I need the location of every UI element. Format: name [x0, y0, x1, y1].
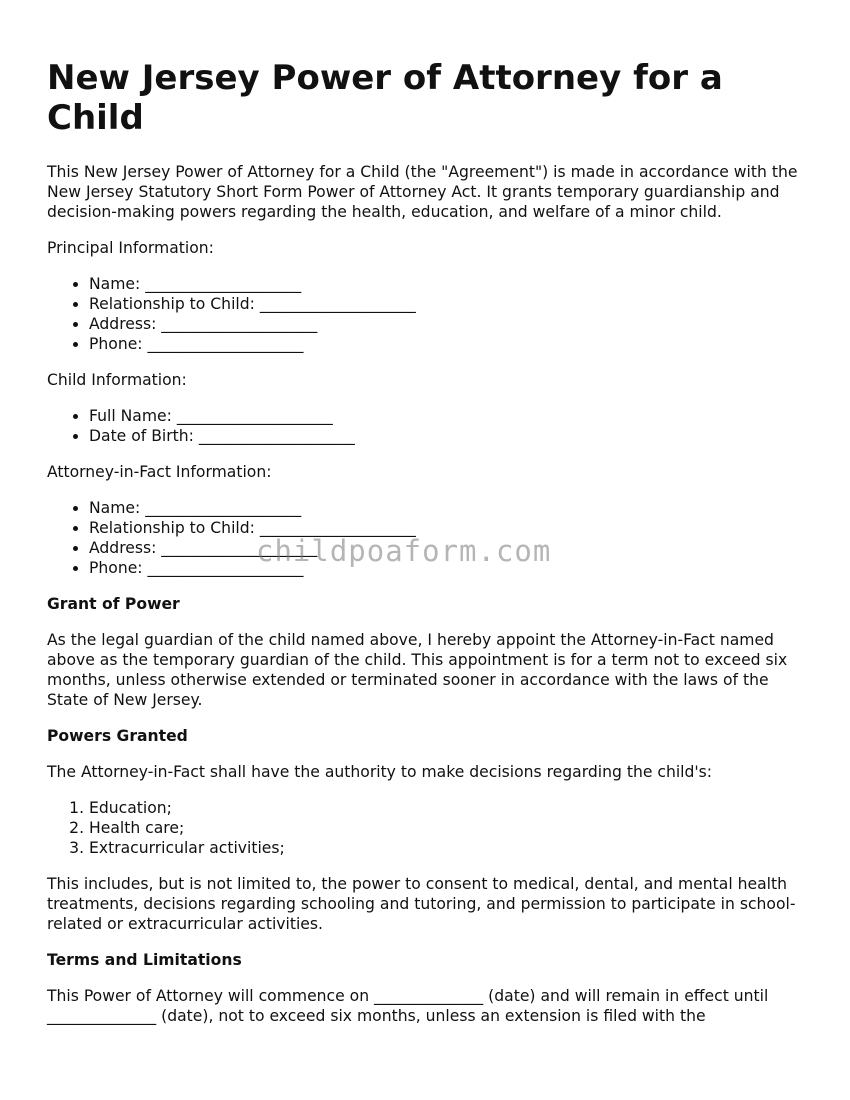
- document-page: [47, 58, 812, 1042]
- child-full-name-field: • Full Name: ____________________: [89, 406, 812, 426]
- principal-relationship-field: • Relationship to Child: ____________________: [89, 294, 812, 314]
- attorney-address-field: • Address: ____________________: [89, 538, 812, 558]
- child-list: [47, 406, 812, 446]
- powers-intro: The Attorney-in-Fact shall have the authority to make decisions regarding the child's:: [47, 763, 713, 781]
- intro-paragraph: This New Jersey Power of Attorney for a Child (the "Agreement") is made in accordance with the New Jersey Statutory Short Form Power of Attorney Act. It grants temporary guardianship and decision-making powers regarding the health, education, and welfare of a minor child.: [47, 163, 798, 221]
- principal-name-field: • Name: ____________________: [89, 274, 812, 294]
- powers-list: [47, 798, 812, 858]
- grant-heading: Grant of Power: [47, 595, 180, 613]
- principal-list: [47, 274, 812, 354]
- power-item-extracurricular: 3. Extracurricular activities;: [89, 838, 812, 858]
- principal-heading: Principal Information:: [47, 239, 214, 257]
- principal-phone-field: • Phone: ____________________: [89, 334, 812, 354]
- attorney-name-field: • Name: ____________________: [89, 498, 812, 518]
- watermark: childpoaform.com: [256, 534, 552, 568]
- power-item-education: 1. Education;: [89, 798, 812, 818]
- powers-heading: Powers Granted: [47, 727, 188, 745]
- attorney-heading: Attorney-in-Fact Information:: [47, 463, 272, 481]
- attorney-list: [47, 498, 812, 578]
- terms-paragraph: This Power of Attorney will commence on ______________ (date) and will remain in effect until ______________ (date), not to exceed six months, unless an extension is filed with the: [47, 987, 769, 1025]
- page-title: New Jersey Power of Attorney for a Child: [47, 58, 723, 138]
- child-dob-field: • Date of Birth: ____________________: [89, 426, 812, 446]
- attorney-relationship-field: • Relationship to Child: ____________________: [89, 518, 812, 538]
- grant-paragraph: As the legal guardian of the child named above, I hereby appoint the Attorney-in-Fact named above as the temporary guardian of the child. This appointment is for a term not to exceed six months, unless otherwise extended or terminated sooner in accordance with the laws of the State of New Jersey.: [47, 631, 788, 709]
- principal-address-field: • Address: ____________________: [89, 314, 812, 334]
- terms-heading: Terms and Limitations: [47, 951, 242, 969]
- power-item-health-care: 2. Health care;: [89, 818, 812, 838]
- powers-detail-paragraph: This includes, but is not limited to, the power to consent to medical, dental, and mental health treatments, decisions regarding schooling and tutoring, and permission to participate in school-related or extracurricular activities.: [47, 875, 796, 933]
- attorney-phone-field: • Phone: ____________________: [89, 558, 812, 578]
- child-heading: Child Information:: [47, 371, 187, 389]
